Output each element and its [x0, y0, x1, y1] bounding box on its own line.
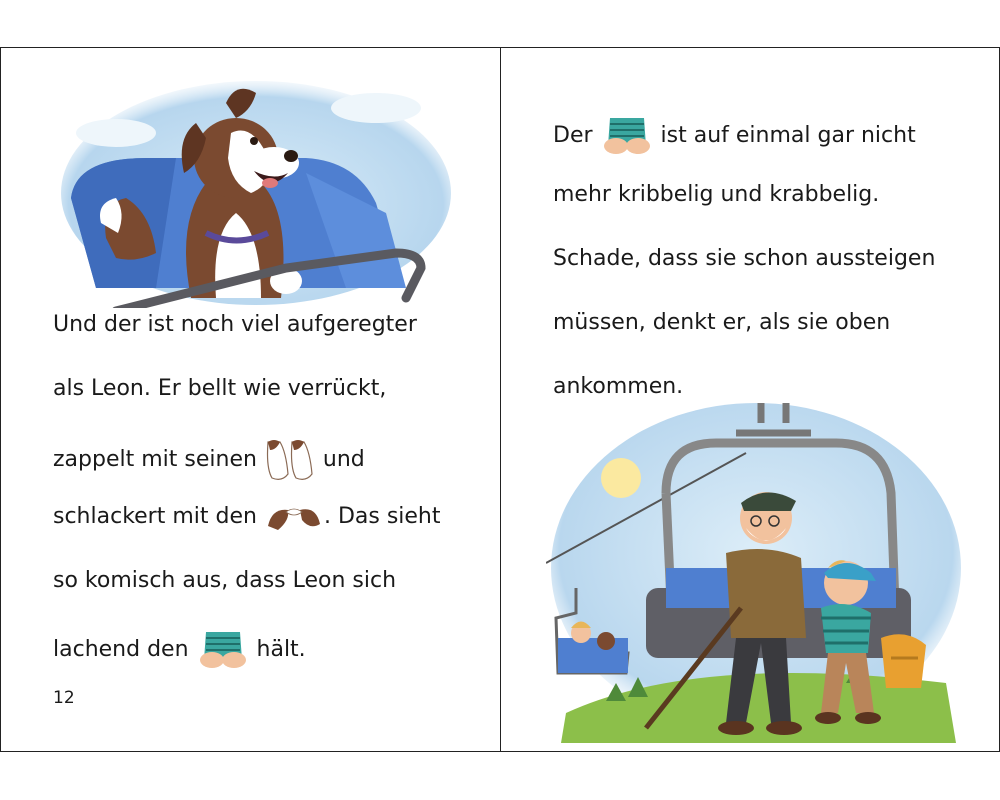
text-line-1: Und der ist noch viel aufgeregter	[53, 312, 417, 337]
dog-chairlift-illustration	[56, 63, 451, 308]
dog-ears-icon	[264, 502, 324, 532]
chairlift-arrival-illustration	[546, 383, 966, 748]
text-line-1: Der ist auf einmal gar nicht	[553, 116, 916, 156]
text-line-4: schlackert mit den . Das sieht	[53, 502, 441, 532]
dog-paws-icon	[264, 438, 316, 482]
text-line-5: so komisch aus, dass Leon sich	[53, 568, 397, 593]
text-line-2: mehr kribbelig und krabbelig.	[553, 182, 880, 207]
page-number: 12	[53, 688, 75, 708]
right-page	[500, 47, 1000, 752]
book-spread	[0, 47, 1000, 752]
left-page	[0, 47, 501, 752]
text-line-3: zappelt mit seinen und	[53, 438, 365, 482]
belly-icon	[196, 630, 250, 670]
belly-icon	[600, 116, 654, 156]
text-line-6: lachend den hält.	[53, 630, 306, 670]
text-line-4: müssen, denkt er, als sie oben	[553, 310, 891, 335]
text-line-5: ankommen.	[553, 374, 684, 399]
text-line-3: Schade, dass sie schon aussteigen	[553, 246, 936, 271]
text-line-2: als Leon. Er bellt wie verrückt,	[53, 376, 387, 401]
